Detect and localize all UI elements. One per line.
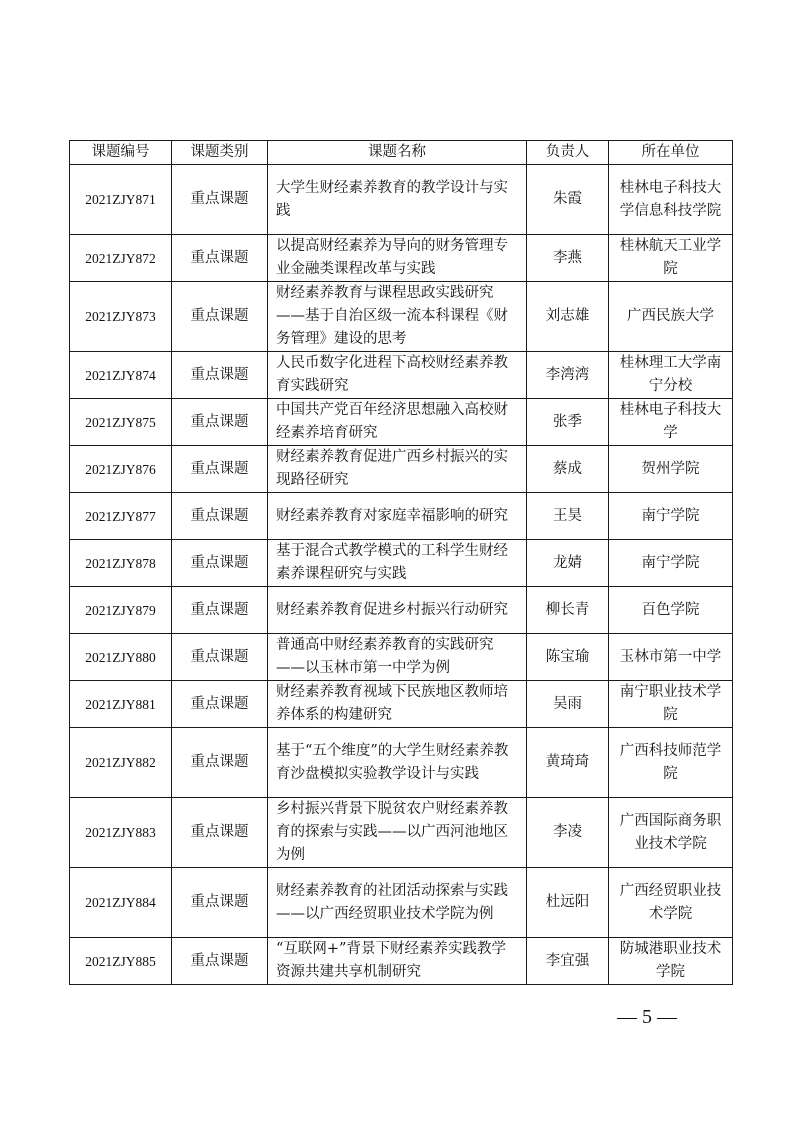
table-row — [70, 868, 733, 938]
row-code: 2021ZJY875 — [70, 399, 172, 446]
table-row — [70, 728, 733, 798]
row-code: 2021ZJY880 — [70, 634, 172, 681]
row-title: 财经素养教育促进乡村振兴行动研究 — [268, 587, 527, 634]
row-unit: 桂林电子科技大学 — [609, 399, 733, 446]
row-category: 重点课题 — [172, 587, 268, 634]
table-row — [70, 165, 733, 235]
row-title: 以提高财经素养为导向的财务管理专业金融类课程改革与实践 — [268, 235, 527, 282]
header-person: 负责人 — [527, 141, 609, 165]
header-title: 课题名称 — [268, 141, 527, 165]
table-row — [70, 235, 733, 282]
row-category: 重点课题 — [172, 868, 268, 938]
row-person: 朱霞 — [527, 165, 609, 235]
row-title: 财经素养教育促进广西乡村振兴的实现路径研究 — [268, 446, 527, 493]
row-category: 重点课题 — [172, 728, 268, 798]
table-row — [70, 938, 733, 985]
header-code: 课题编号 — [70, 141, 172, 165]
row-title: 人民币数字化进程下高校财经素养教育实践研究 — [268, 352, 527, 399]
row-title: 中国共产党百年经济思想融入高校财经素养培育研究 — [268, 399, 527, 446]
row-title: 基于混合式教学模式的工科学生财经素养课程研究与实践 — [268, 540, 527, 587]
row-category: 重点课题 — [172, 446, 268, 493]
row-unit: 南宁职业技术学院 — [609, 681, 733, 728]
row-code: 2021ZJY883 — [70, 798, 172, 868]
row-title: 财经素养教育的社团活动探索与实践——以广西经贸职业技术学院为例 — [268, 868, 527, 938]
row-person: 李湾湾 — [527, 352, 609, 399]
row-unit: 南宁学院 — [609, 540, 733, 587]
row-person: 柳长青 — [527, 587, 609, 634]
table-row — [70, 634, 733, 681]
table-header-row — [70, 141, 733, 165]
row-category: 重点课题 — [172, 235, 268, 282]
row-unit: 南宁学院 — [609, 493, 733, 540]
table-row — [70, 446, 733, 493]
row-title: 普通高中财经素养教育的实践研究——以玉林市第一中学为例 — [268, 634, 527, 681]
row-unit: 玉林市第一中学 — [609, 634, 733, 681]
row-person: 李宜强 — [527, 938, 609, 985]
row-title: “互联网+”背景下财经素养实践教学资源共建共享机制研究 — [268, 938, 527, 985]
row-unit: 广西民族大学 — [609, 282, 733, 352]
table-row — [70, 681, 733, 728]
row-person: 龙婧 — [527, 540, 609, 587]
row-person: 陈宝瑜 — [527, 634, 609, 681]
row-unit: 百色学院 — [609, 587, 733, 634]
row-title: 乡村振兴背景下脱贫农户财经素养教育的探索与实践——以广西河池地区为例 — [268, 798, 527, 868]
row-code: 2021ZJY872 — [70, 235, 172, 282]
row-code: 2021ZJY881 — [70, 681, 172, 728]
row-unit: 防城港职业技术学院 — [609, 938, 733, 985]
row-code: 2021ZJY884 — [70, 868, 172, 938]
row-category: 重点课题 — [172, 540, 268, 587]
row-unit: 桂林理工大学南宁分校 — [609, 352, 733, 399]
table-row — [70, 587, 733, 634]
row-title: 财经素养教育对家庭幸福影响的研究 — [268, 493, 527, 540]
row-code: 2021ZJY882 — [70, 728, 172, 798]
header-category: 课题类别 — [172, 141, 268, 165]
row-code: 2021ZJY885 — [70, 938, 172, 985]
row-person: 李凌 — [527, 798, 609, 868]
row-category: 重点课题 — [172, 165, 268, 235]
row-person: 李燕 — [527, 235, 609, 282]
row-title: 基于“五个维度”的大学生财经素养教育沙盘模拟实验教学设计与实践 — [268, 728, 527, 798]
row-code: 2021ZJY871 — [70, 165, 172, 235]
row-unit: 贺州学院 — [609, 446, 733, 493]
row-category: 重点课题 — [172, 798, 268, 868]
row-unit: 广西经贸职业技术学院 — [609, 868, 733, 938]
table-row — [70, 540, 733, 587]
table-row — [70, 282, 733, 352]
table-row — [70, 399, 733, 446]
row-person: 蔡成 — [527, 446, 609, 493]
row-person: 吴雨 — [527, 681, 609, 728]
row-person: 王昊 — [527, 493, 609, 540]
row-code: 2021ZJY876 — [70, 446, 172, 493]
row-category: 重点课题 — [172, 493, 268, 540]
row-title: 财经素养教育与课程思政实践研究——基于自治区级一流本科课程《财务管理》建设的思考 — [268, 282, 527, 352]
row-person: 张季 — [527, 399, 609, 446]
row-unit: 广西科技师范学院 — [609, 728, 733, 798]
row-code: 2021ZJY878 — [70, 540, 172, 587]
table-row — [70, 493, 733, 540]
row-person: 杜远阳 — [527, 868, 609, 938]
row-category: 重点课题 — [172, 634, 268, 681]
row-code: 2021ZJY877 — [70, 493, 172, 540]
row-category: 重点课题 — [172, 681, 268, 728]
row-category: 重点课题 — [172, 938, 268, 985]
row-title: 大学生财经素养教育的教学设计与实践 — [268, 165, 527, 235]
row-category: 重点课题 — [172, 282, 268, 352]
project-table — [69, 140, 733, 985]
table-row — [70, 352, 733, 399]
row-person: 刘志雄 — [527, 282, 609, 352]
row-title: 财经素养教育视域下民族地区教师培养体系的构建研究 — [268, 681, 527, 728]
row-unit: 广西国际商务职业技术学院 — [609, 798, 733, 868]
row-unit: 桂林航天工业学院 — [609, 235, 733, 282]
row-category: 重点课题 — [172, 399, 268, 446]
row-code: 2021ZJY879 — [70, 587, 172, 634]
page-number: — 5 — — [617, 1006, 677, 1028]
header-unit: 所在单位 — [609, 141, 733, 165]
row-person: 黄琦琦 — [527, 728, 609, 798]
table-row — [70, 798, 733, 868]
row-code: 2021ZJY873 — [70, 282, 172, 352]
row-category: 重点课题 — [172, 352, 268, 399]
row-unit: 桂林电子科技大学信息科技学院 — [609, 165, 733, 235]
row-code: 2021ZJY874 — [70, 352, 172, 399]
